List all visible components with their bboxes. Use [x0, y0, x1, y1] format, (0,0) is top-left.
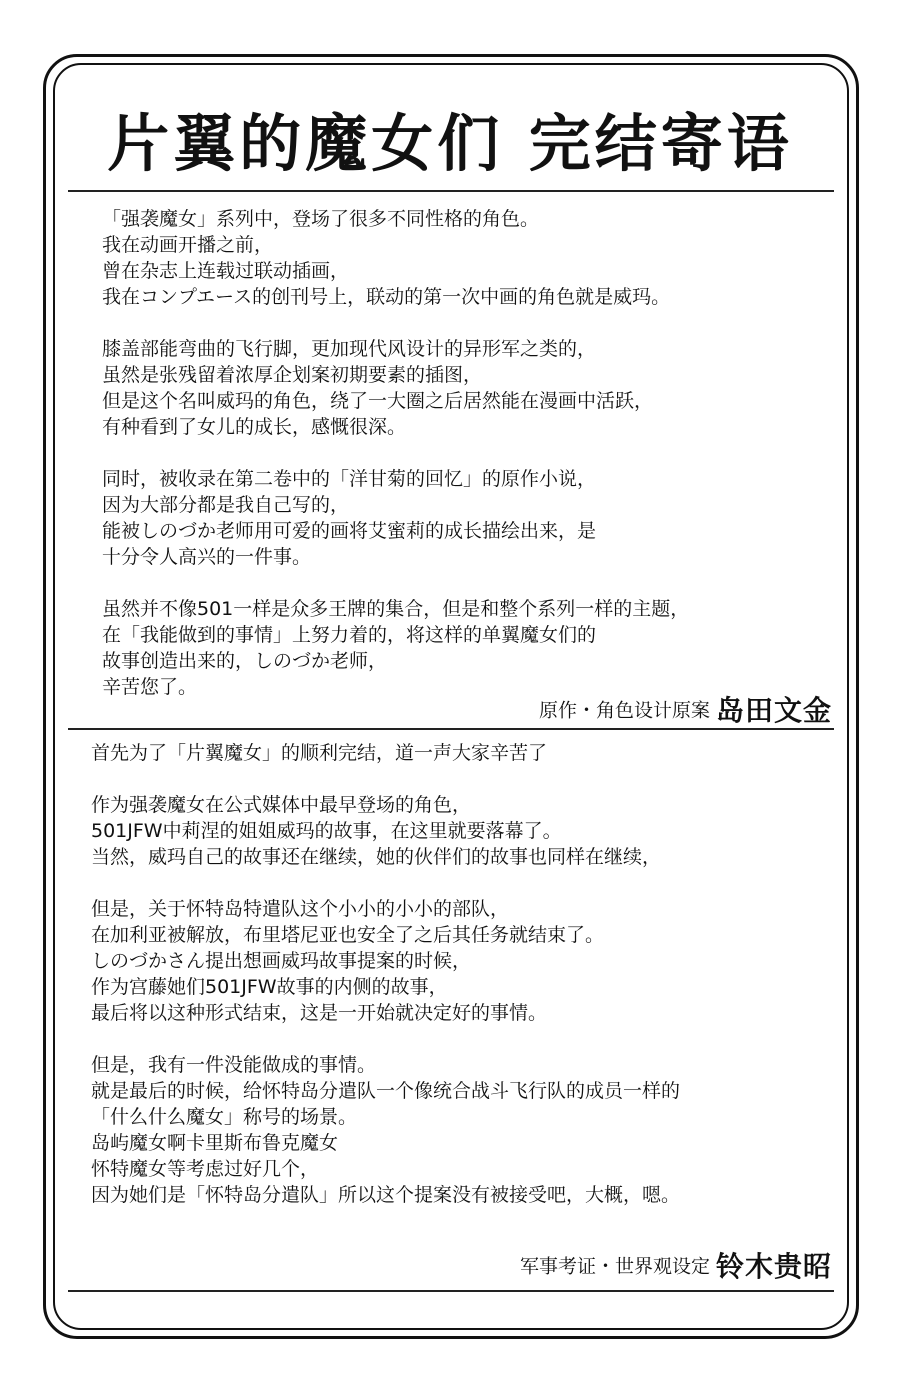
- title-divider: [68, 190, 834, 192]
- message-section-2: [91, 740, 831, 1208]
- page-title: 片翼的魔女们 完结寄语: [107, 107, 793, 180]
- credit-role: 原作・角色设计原案: [538, 699, 710, 722]
- credit-1: [539, 694, 832, 727]
- credit-name: 铃木贵昭: [715, 1249, 832, 1283]
- paragraph: 膝盖部能弯曲的飞行脚，更加现代风设计的异形军之类的， 虽然是张残留着浓厚企划案初期要素的插图， 但是这个名叫威玛的角色，绕了一大圈之后居然能在漫画中活跃， 有种看到了女儿的成长，感慨很深。: [102, 338, 654, 438]
- credit-role: 军事考证・世界观设定: [519, 1255, 710, 1278]
- paragraph: 虽然并不像501一样是众多王牌的集合，但是和整个系列一样的主题， 在「我能做到的事情」上努力着的，将这样的单翼魔女们的 故事创造出来的，しのづか老师， 辛苦您了。: [102, 598, 690, 698]
- credit-2: [520, 1250, 832, 1283]
- section-divider: [68, 728, 834, 730]
- paragraph: 同时，被收录在第二卷中的「洋甘菊的回忆」的原作小说， 因为大部分都是我自己写的， 能被しのづか老师用可爱的画将艾蜜莉的成长描绘出来，是 十分令人高兴的一件事。: [102, 468, 597, 568]
- paragraph: 但是，我有一件没能做成的事情。 就是最后的时候，给怀特岛分遣队一个像统合战斗飞行队的成员一样的 「什么什么魔女」称号的场景。 岛屿魔女啊卡里斯布鲁克魔女 怀特魔女等考虑过好几个， 因为她们是「怀特岛分遣队」所以这个提案没有被接受吧，大概，嗯。: [91, 1054, 681, 1206]
- bottom-divider: [68, 1290, 834, 1292]
- paragraph: 作为强袭魔女在公式媒体中最早登场的角色， 501JFW中莉涅的姐姐威玛的故事，在这里就要落幕了。 当然，威玛自己的故事还在继续，她的伙伴们的故事也同样在继续，: [91, 794, 662, 868]
- paragraph: 「强袭魔女」系列中，登场了很多不同性格的角色。 我在动画开播之前， 曾在杂志上连载过联动插画， 我在コンプエース的创刊号上，联动的第一次中画的角色就是威玛。: [102, 208, 671, 308]
- paragraph: 首先为了「片翼魔女」的顺利完结，道一声大家辛苦了: [91, 742, 548, 764]
- credit-name: 岛田文金: [715, 693, 832, 727]
- paragraph: 但是，关于怀特岛特遣队这个小小的小小的部队， 在加利亚被解放，布里塔尼亚也安全了之后其任务就结束了。 しのづかさん提出想画威玛故事提案的时候， 作为宫藤她们501JFW故事的内侧的故事， 最后将以这种形式结束，这是一开始就决定好的事情。: [91, 898, 605, 1024]
- message-section-1: [102, 206, 832, 700]
